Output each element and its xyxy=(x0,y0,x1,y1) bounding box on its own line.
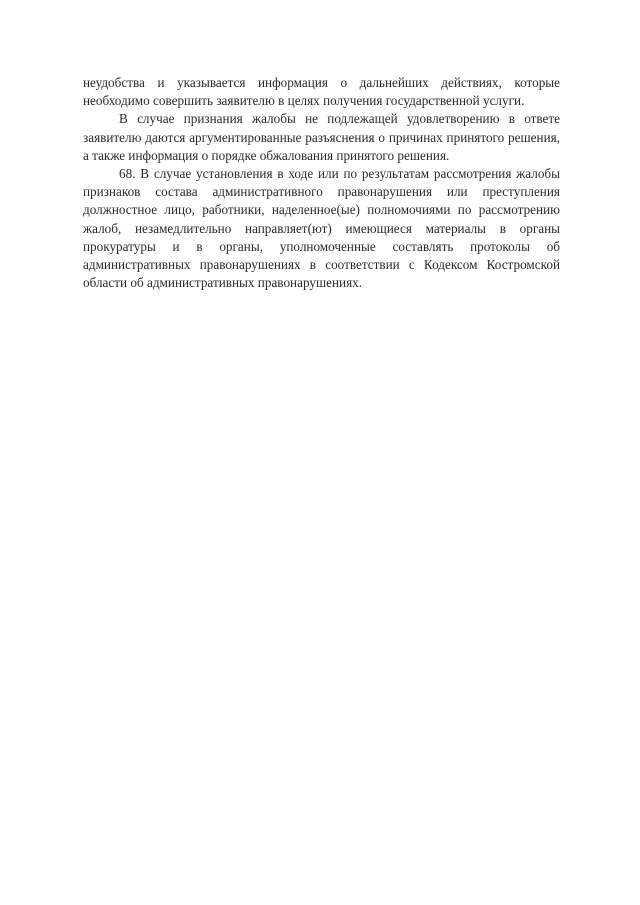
paragraph-rejection: В случае признания жалобы не подлежащей удовлетворению в ответе заявителю даются аргументированные разъяснения о причинах принятого решения, а также информация о порядке обжалования принятого решения. xyxy=(83,111,560,163)
paragraph-continuation: неудобства и указывается информация о дальнейших действиях, которые необходимо совершить заявителю в целях получения государственной услуги. xyxy=(83,75,560,109)
document-body xyxy=(83,74,560,292)
paragraph-68: 68. В случае установления в ходе или по результатам рассмотрения жалобы признаков состава административного правонарушения или преступления должностное лицо, работники, наделенное(ые) полномочиями по рассмотрению жалоб, незамедлительно направляет(ют) имеющиеся материалы в органы прокуратуры и в органы, уполномоченные составлять протоколы об административных правонарушениях в соответствии с Кодексом Костромской области об административных правонарушениях. xyxy=(83,166,560,291)
